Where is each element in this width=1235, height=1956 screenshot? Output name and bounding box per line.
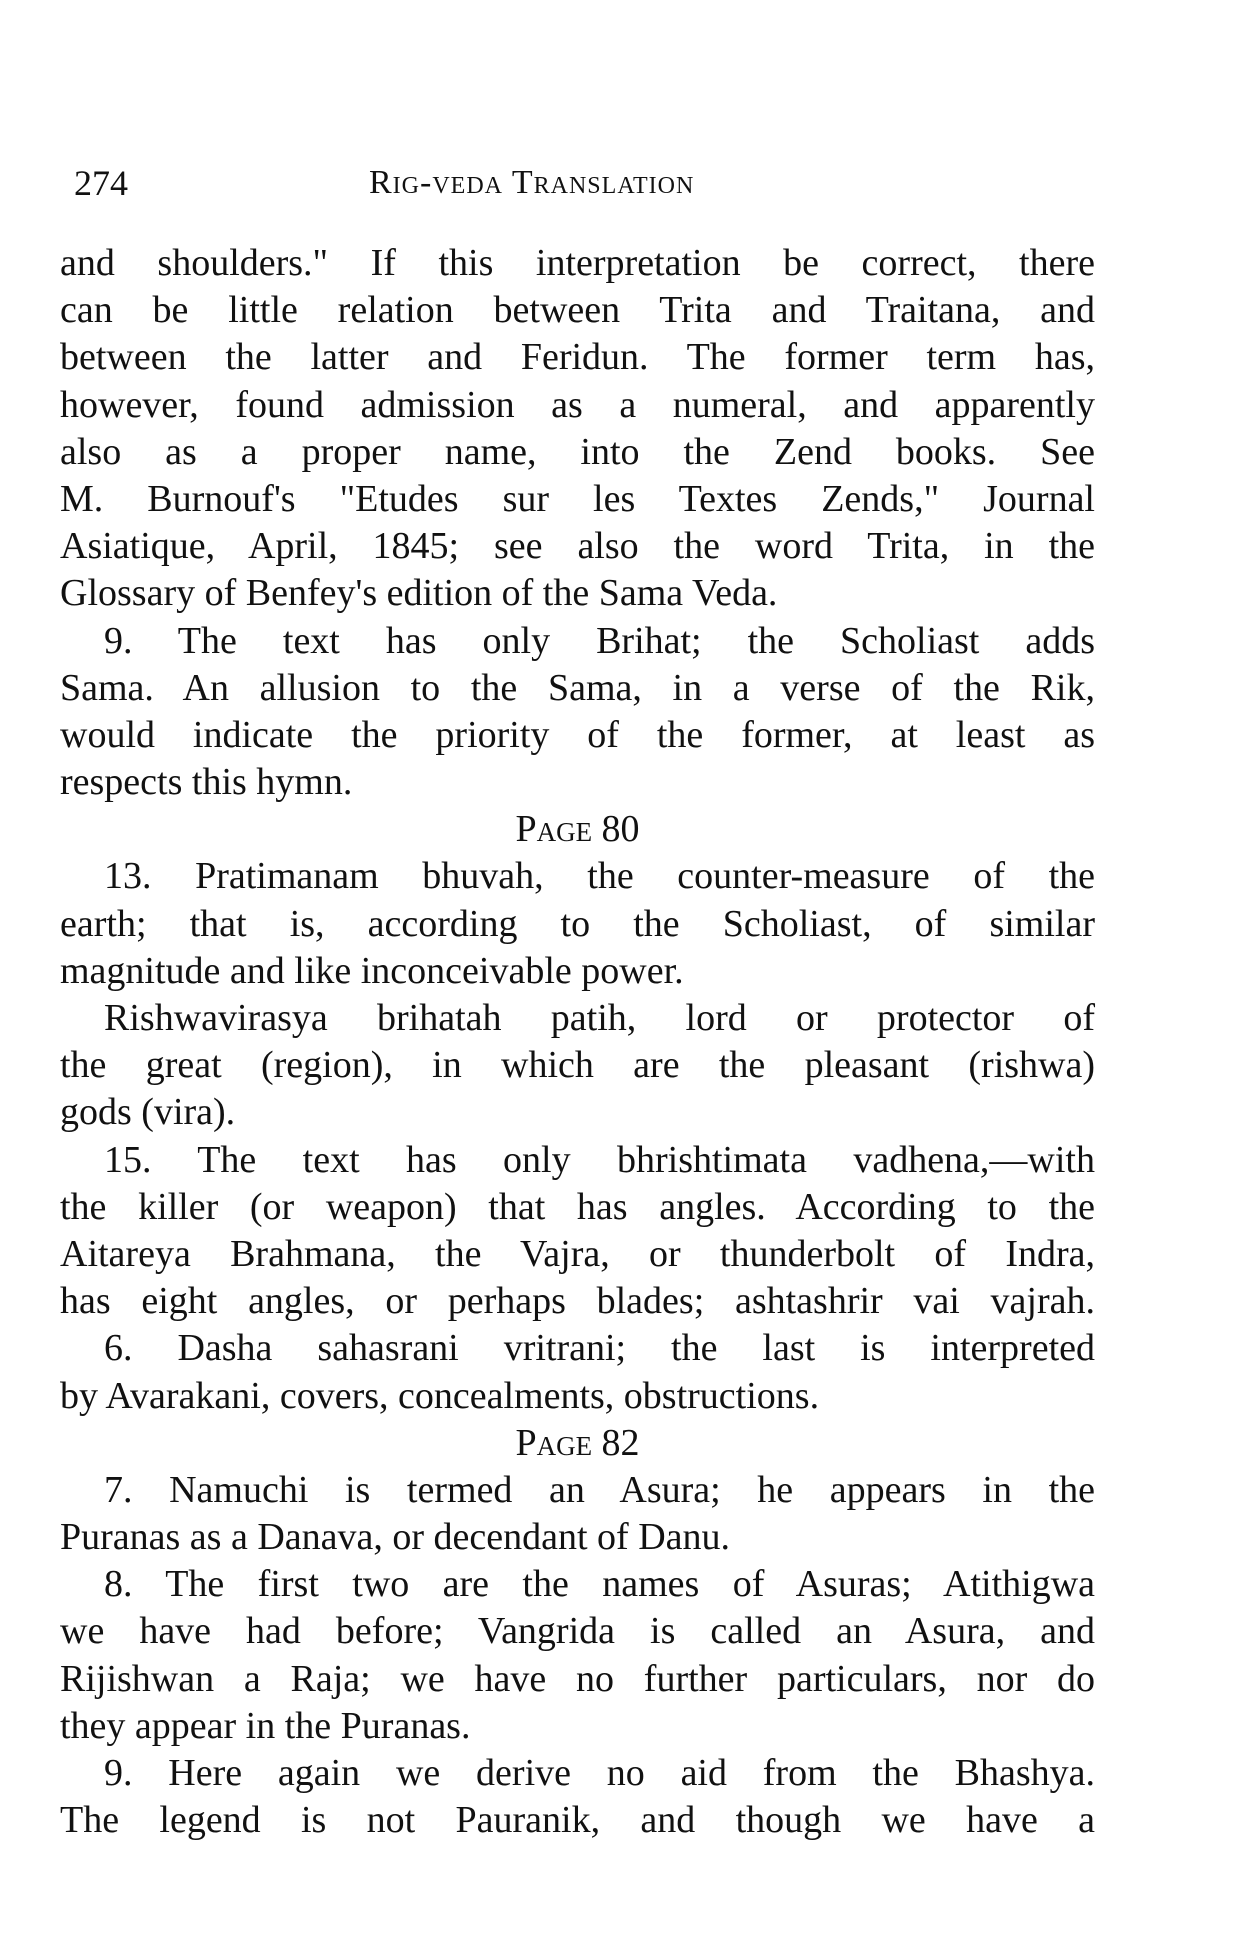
text-line: Asiatique, April, 1845; see also the word Trita, in the <box>60 525 1095 568</box>
note-7-line: 7. Namuchi is termed an Asura; he appears in the <box>104 1468 1095 1511</box>
text-line: between the latter and Feridun. The former term has, <box>60 336 1095 379</box>
text-line: magnitude and like inconceivable power. <box>60 949 684 992</box>
running-title: Rig-veda Translation <box>369 164 695 201</box>
text-line: the great (region), in which are the pleasant (rishwa) <box>60 1044 1095 1087</box>
text-line: Rishwavirasya brihatah patih, lord or protector of <box>104 997 1095 1039</box>
text-line: Puranas as a Danava, or decendant of Danu. <box>60 1516 731 1559</box>
text-line: the killer (or weapon) that has angles. According to the <box>60 1185 1095 1228</box>
text-line: Rijishwan a Raja; we have no further particulars, nor do <box>60 1657 1095 1700</box>
text-line: M. Burnouf's "Etudes sur les Textes Zends," Journal <box>60 477 1095 520</box>
note-13-line: 13. Pratimanam bhuvah, the counter-measure of the <box>104 855 1095 898</box>
note-9-line: 9. The text has only Brihat; the Scholiast adds <box>104 619 1095 662</box>
text-line: Aitareya Brahmana, the Vajra, or thunderbolt of Indra, <box>60 1232 1095 1275</box>
section-heading-page-80: Page 80 <box>515 808 640 851</box>
text-line: has eight angles, or perhaps blades; ashtashrir vai vajrah. <box>60 1280 1095 1323</box>
note-15-line: 15. The text has only bhrishtimata vadhena,—with <box>104 1138 1095 1181</box>
text-line: can be little relation between Trita and Traitana, and <box>60 289 1095 332</box>
running-head <box>74 162 1074 212</box>
body-text <box>60 240 1095 1844</box>
note-9b-line: 9. Here again we derive no aid from the Bhashya. <box>104 1752 1095 1794</box>
text-line: earth; that is, according to the Scholiast, of similar <box>60 902 1095 945</box>
text-line: we have had before; Vangrida is called an Asura, and <box>60 1610 1095 1653</box>
text-line: gods (vira). <box>60 1091 236 1134</box>
text-line: and shoulders." If this interpretation be correct, there <box>60 242 1095 284</box>
note-8-line: 8. The first two are the names of Asuras; Atithigwa <box>104 1563 1095 1606</box>
text-line: would indicate the priority of the former, at least as <box>60 713 1095 756</box>
text-line: they appear in the Puranas. <box>60 1704 471 1747</box>
page-number: 274 <box>74 163 128 203</box>
text-line: respects this hymn. <box>60 761 353 804</box>
text-line: Glossary of Benfey's edition of the Sama Veda. <box>60 572 778 615</box>
note-6-line: 6. Dasha sahasrani vritrani; the last is interpreted <box>104 1327 1095 1370</box>
text-line: also as a proper name, into the Zend books. See <box>60 430 1095 473</box>
section-heading-page-82: Page 82 <box>515 1421 640 1464</box>
text-line: Sama. An allusion to the Sama, in a verse of the Rik, <box>60 666 1095 709</box>
text-line: by Avarakani, covers, concealments, obstructions. <box>60 1374 820 1417</box>
text-line: The legend is not Pauranik, and though we have a <box>60 1799 1095 1842</box>
text-line: however, found admission as a numeral, and apparently <box>60 383 1095 426</box>
